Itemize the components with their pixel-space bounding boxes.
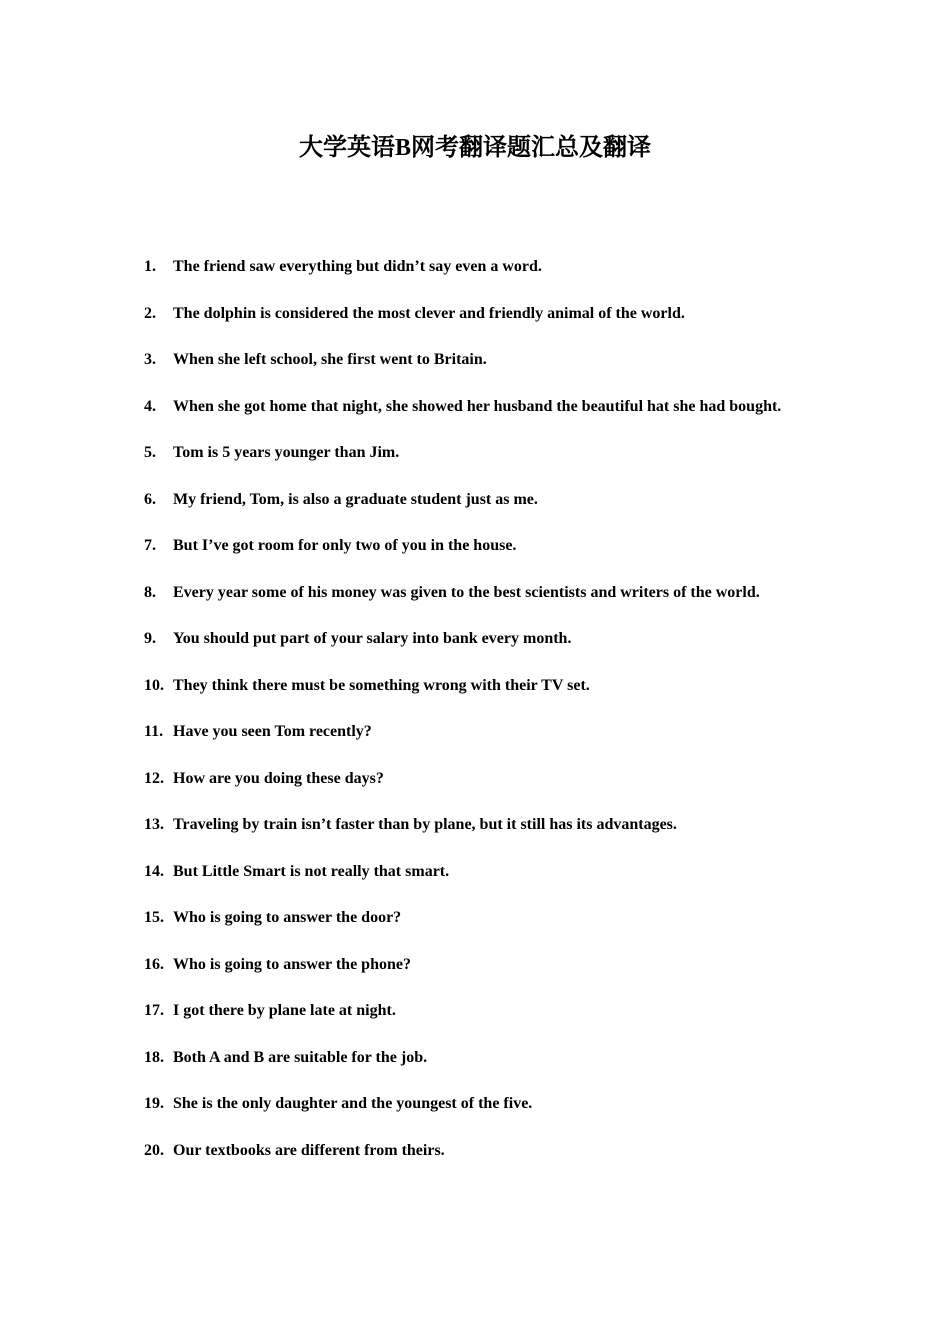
list-item-20	[144, 1136, 805, 1166]
list-item-11	[144, 717, 805, 747]
item-text: You should put part of your salary into bank every month.	[173, 630, 572, 647]
item-number: 5.	[144, 444, 156, 461]
item-number: 4.	[144, 397, 156, 415]
list-item-14	[144, 857, 805, 887]
list-item-8	[144, 578, 805, 608]
list-item-2	[144, 299, 805, 329]
item-text: They think there must be something wrong with their TV set.	[173, 676, 590, 694]
item-number: 16.	[144, 955, 164, 973]
list-item-6	[144, 485, 805, 515]
item-text: When she left school, she first went to Britain.	[173, 351, 487, 368]
item-text: The dolphin is considered the most clever and friendly animal of the world.	[173, 304, 685, 322]
item-number: 14.	[144, 862, 164, 880]
item-text: My friend, Tom, is also a graduate student just as me.	[173, 490, 538, 508]
page-title: 大学英语B网考翻译题汇总及翻译	[298, 135, 651, 161]
list-item-17	[144, 996, 805, 1026]
item-number: 9.	[144, 630, 156, 647]
item-text: But Little Smart is not really that smart.	[173, 862, 450, 880]
item-text: The friend saw everything but didn’t say even a word.	[173, 258, 542, 275]
list-item-5	[144, 438, 805, 468]
item-number: 11.	[144, 723, 164, 740]
item-text: Have you seen Tom recently?	[173, 723, 372, 740]
list-item-9	[144, 624, 805, 654]
item-text: But I’ve got room for only two of you in the house.	[173, 537, 517, 554]
item-number: 8.	[144, 583, 156, 601]
item-number: 20.	[144, 1141, 164, 1159]
item-text: She is the only daughter and the youngest of the five.	[173, 1095, 533, 1112]
item-text: Traveling by train isn’t faster than by plane, but it still has its advantages.	[173, 816, 677, 833]
list-item-19	[144, 1089, 805, 1119]
list-item-1	[144, 252, 805, 282]
item-number: 1.	[144, 258, 156, 275]
item-number: 18.	[144, 1048, 164, 1066]
item-number: 7.	[144, 537, 156, 554]
item-number: 19.	[144, 1095, 164, 1112]
item-text: Who is going to answer the door?	[173, 909, 402, 926]
list-item-18	[144, 1043, 805, 1073]
item-number: 10.	[144, 676, 164, 694]
item-text: Every year some of his money was given to the best scientists and writers of the world.	[173, 583, 760, 601]
list-item-7	[144, 531, 805, 561]
item-number: 13.	[144, 816, 164, 833]
item-number: 3.	[144, 351, 156, 368]
list-item-13	[144, 810, 805, 840]
item-text: Who is going to answer the phone?	[173, 955, 411, 973]
list-item-15	[144, 903, 805, 933]
list-item-12	[144, 764, 805, 794]
translation-item-list	[144, 252, 805, 1182]
item-text: When she got home that night, she showed her husband the beautiful hat she had bought.	[173, 397, 782, 415]
list-item-16	[144, 950, 805, 980]
item-number: 2.	[144, 304, 156, 322]
item-number: 15.	[144, 909, 164, 926]
item-number: 6.	[144, 490, 156, 508]
list-item-3	[144, 345, 805, 375]
item-text: Both A and B are suitable for the job.	[173, 1048, 428, 1066]
item-text: How are you doing these days?	[173, 769, 384, 787]
list-item-4	[144, 380, 805, 434]
item-number: 12.	[144, 769, 164, 787]
item-text: Our textbooks are different from theirs.	[173, 1141, 445, 1159]
list-item-10	[144, 671, 805, 701]
item-text: I got there by plane late at night.	[173, 1002, 396, 1019]
item-text: Tom is 5 years younger than Jim.	[173, 444, 400, 461]
item-number: 17.	[144, 1002, 164, 1019]
